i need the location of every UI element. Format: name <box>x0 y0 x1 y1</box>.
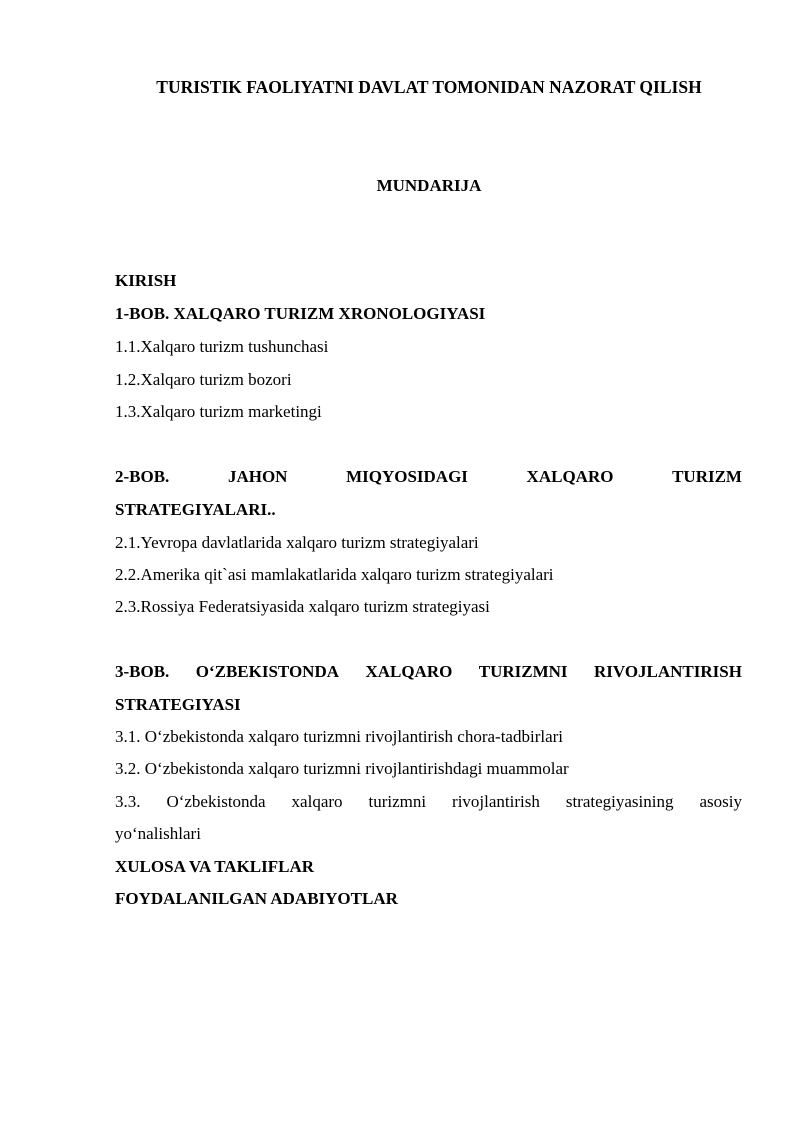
toc-conclusion: XULOSA VA TAKLIFLAR <box>115 857 315 876</box>
toc-item-1-2: 1.2.Xalqaro turizm bozori <box>115 370 292 389</box>
toc-item-1-3: 1.3.Xalqaro turizm marketingi <box>115 402 322 421</box>
toc-chapter-3-heading-cont: STRATEGIYASI <box>115 695 241 714</box>
document-title: TURISTIK FAOLIYATNI DAVLAT TOMONIDAN NAZORAT QILISH <box>156 77 702 97</box>
item-word: O‘zbekistonda <box>166 792 266 811</box>
heading-word: O‘ZBEKISTONDA <box>195 662 340 681</box>
item-word: rivojlantirish <box>452 792 540 811</box>
item-word: strategiyasining <box>565 792 674 811</box>
heading-word: 3-BOB. <box>115 662 170 681</box>
heading-word: MIQYOSIDAGI <box>346 467 468 486</box>
toc-heading: MUNDARIJA <box>376 176 482 195</box>
toc-item-3-1: 3.1. O‘zbekistonda xalqaro turizmni rivojlantirish chora-tadbirlari <box>115 727 564 746</box>
toc-intro: KIRISH <box>115 271 177 290</box>
heading-word: XALQARO <box>526 467 614 486</box>
toc-chapter-1-heading: 1-BOB. XALQARO TURIZM XRONOLOGIYASI <box>115 304 486 323</box>
item-word: turizmni <box>368 792 427 811</box>
heading-word: XALQARO <box>365 662 453 681</box>
heading-word: TURIZMNI <box>478 662 568 681</box>
toc-item-3-3 <box>115 791 742 813</box>
heading-word: TURIZM <box>672 467 742 486</box>
toc-item-1-1: 1.1.Xalqaro turizm tushunchasi <box>115 337 329 356</box>
toc-item-2-1: 2.1.Yevropa davlatlarida xalqaro turizm strategiyalari <box>115 533 479 552</box>
toc-chapter-2-heading <box>115 466 742 488</box>
toc-item-3-3-cont: yo‘nalishlari <box>115 824 201 843</box>
item-word: 3.3. <box>115 792 141 811</box>
item-word: asosiy <box>699 792 742 811</box>
toc-item-3-2: 3.2. O‘zbekistonda xalqaro turizmni rivojlantirishdagi muammolar <box>115 759 569 778</box>
toc-chapter-3-heading <box>115 661 742 683</box>
toc-chapter-2-heading-cont: STRATEGIYALARI.. <box>115 500 276 519</box>
toc-references: FOYDALANILGAN ADABIYOTLAR <box>115 889 398 908</box>
toc-item-2-3: 2.3.Rossiya Federatsiyasida xalqaro turizm strategiyasi <box>115 597 490 616</box>
heading-word: RIVOJLANTIRISH <box>593 662 742 681</box>
heading-word: JAHON <box>227 467 288 486</box>
toc-item-2-2: 2.2.Amerika qit`asi mamlakatlarida xalqaro turizm strategiyalari <box>115 565 554 584</box>
heading-word: 2-BOB. <box>115 467 170 486</box>
item-word: xalqaro <box>291 792 343 811</box>
